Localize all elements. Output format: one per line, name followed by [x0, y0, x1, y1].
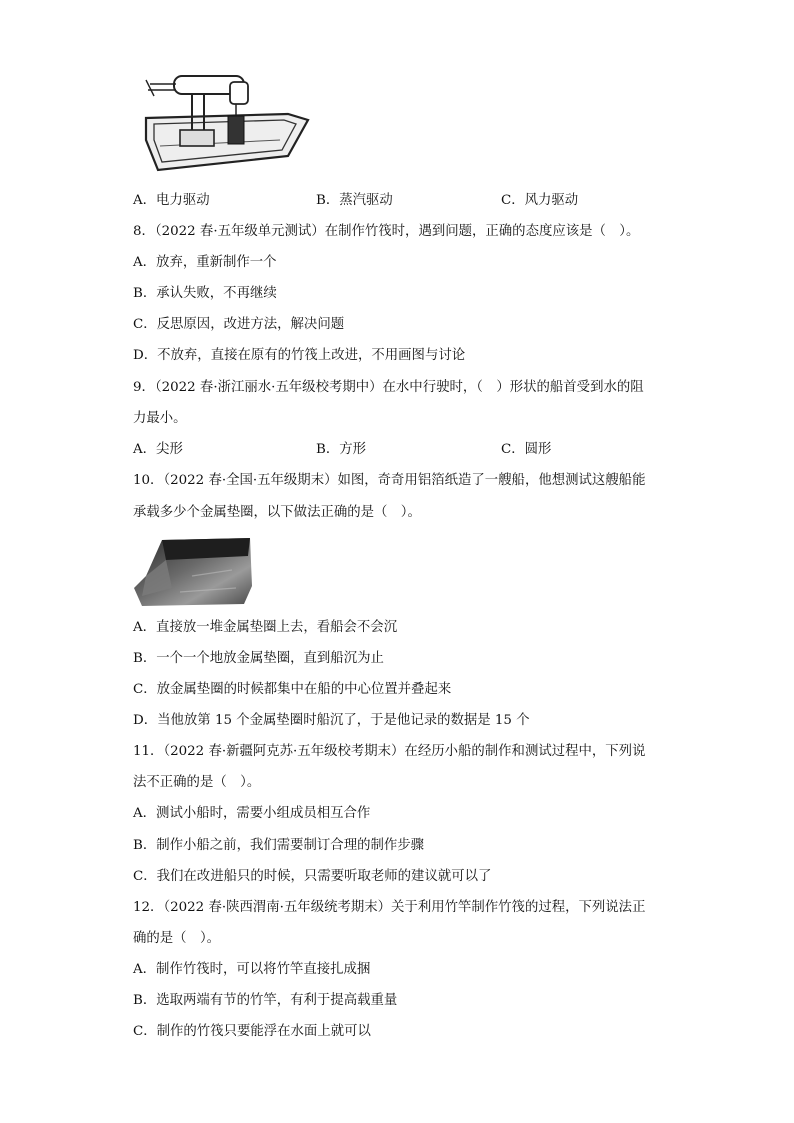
q8-stem: 8．（2022 春·五年级单元测试）在制作竹筏时，遇到问题，正确的态度应该是（ ）。 [133, 224, 640, 239]
q11-option-a: A．测试小船时，需要小组成员相互合作 [133, 806, 371, 821]
q12-stem-line1: 12．（2022 春·陕西渭南·五年级统考期末）关于利用竹竿制作竹筏的过程，下列说法正 [133, 900, 646, 915]
q7-option-a: A．电力驱动 [133, 193, 210, 208]
q12-option-a: A．制作竹筏时，可以将竹竿直接扎成捆 [133, 962, 371, 977]
q8-option-b: B．承认失败，不再继续 [133, 286, 277, 301]
q11-option-c: C．我们在改进船只的时候，只需要听取老师的建议就可以了 [133, 869, 492, 884]
q11-stem-line1: 11．（2022 春·新疆阿克苏·五年级校考期末）在经历小船的制作和测试过程中，下列说 [133, 744, 646, 759]
q9-option-a: A．尖形 [133, 442, 183, 457]
q9-stem-line1: 9．（2022 春·浙江丽水·五年级校考期中）在水中行驶时，（ ）形状的船首受到水的阻 [133, 380, 644, 395]
foil-boat-photo [132, 536, 254, 608]
steam-boat-figure [138, 70, 310, 176]
q9-option-b: B．方形 [316, 442, 367, 457]
q8-option-a: A．放弃，重新制作一个 [133, 255, 277, 270]
q11-stem-line2: 法不正确的是（ ）。 [133, 775, 261, 790]
q7-option-b: B．蒸汽驱动 [316, 193, 393, 208]
q12-option-c: C．制作的竹筏只要能浮在水面上就可以 [133, 1024, 371, 1039]
q10-option-c: C．放金属垫圈的时候都集中在船的中心位置并叠起来 [133, 682, 452, 697]
q9-option-c: C．圆形 [501, 442, 552, 457]
q10-stem-line2: 承载多少个金属垫圈，以下做法正确的是（ ）。 [133, 505, 421, 520]
q10-stem-line1: 10．（2022 春·全国·五年级期末）如图，奇奇用铝箔纸造了一艘船，他想测试这艘船能 [133, 473, 646, 488]
steam-boat-drawing [138, 70, 310, 176]
q7-option-c: C．风力驱动 [501, 193, 579, 208]
q10-option-d: D．当他放第 15 个金属垫圈时船沉了，于是他记录的数据是 15 个 [133, 713, 530, 728]
q11-option-b: B．制作小船之前，我们需要制订合理的制作步骤 [133, 838, 425, 853]
q12-stem-line2: 确的是（ ）。 [133, 931, 221, 946]
q8-option-d: D．不放弃，直接在原有的竹筏上改进，不用画图与讨论 [133, 348, 466, 363]
q10-option-a: A．直接放一堆金属垫圈上去，看船会不会沉 [133, 620, 398, 635]
q8-option-c: C．反思原因，改进方法，解决问题 [133, 317, 345, 332]
foil-boat-figure [132, 536, 254, 608]
q10-option-b: B．一个一个地放金属垫圈，直到船沉为止 [133, 651, 384, 666]
q9-stem-line2: 力最小。 [133, 411, 187, 426]
q12-option-b: B．选取两端有节的竹竿，有利于提高载重量 [133, 993, 398, 1008]
